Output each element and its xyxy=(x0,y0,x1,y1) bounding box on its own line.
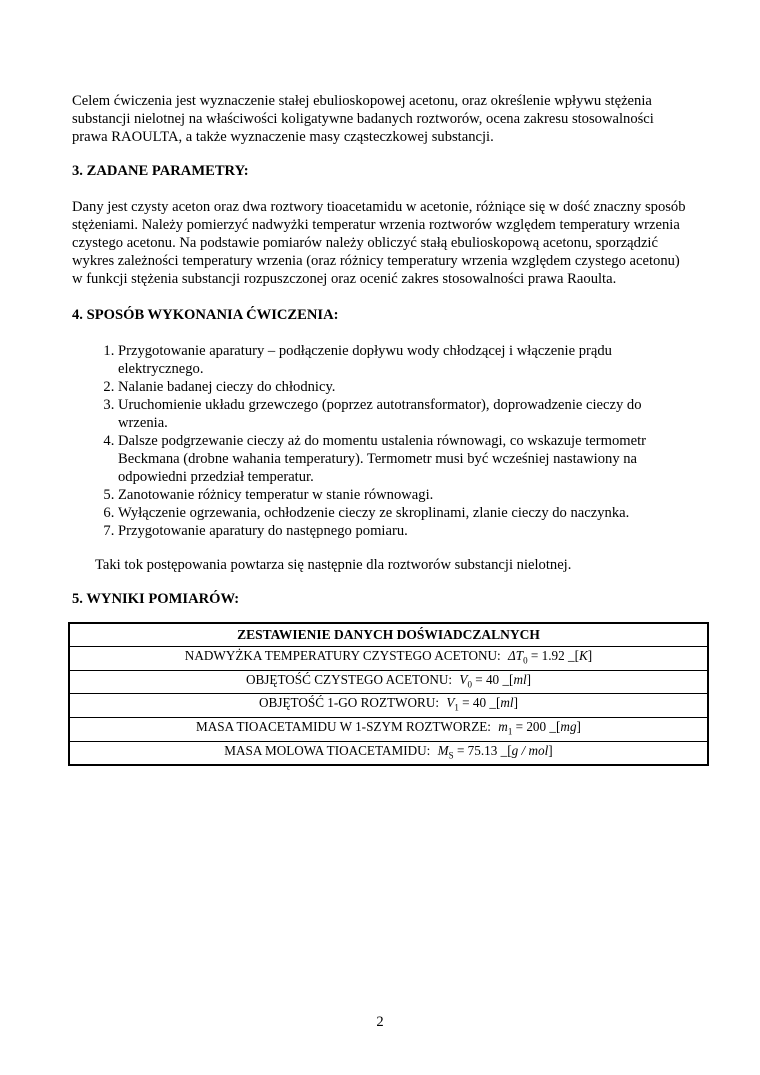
table-header: ZESTAWIENIE DANYCH DOŚWIADCZALNYCH xyxy=(69,623,708,647)
list-item: 3. Uruchomienie układu grzewczego (poprzez autotransformator), doprowadzenie cieczy do wrzenia. xyxy=(118,396,690,432)
procedure-list xyxy=(72,342,690,540)
table-row xyxy=(69,670,708,694)
table-cell: OBJĘTOŚĆ 1-GO ROZTWORU: $V_1 = 40$ _[ml] xyxy=(69,694,708,718)
table-cell: OBJĘTOŚĆ CZYSTEGO ACETONU: $V_0 = 40$ _[ml] xyxy=(69,670,708,694)
table-cell: MASA TIOACETAMIDU W 1-SZYM ROZTWORZE: $m_1 = 200$ _[mg] xyxy=(69,717,708,741)
experimental-data-table xyxy=(68,622,709,766)
list-item: 1. Przygotowanie aparatury – podłączenie dopływu wody chłodzącej i włączenie prądu elektrycznego. xyxy=(118,342,690,378)
list-item: 7. Przygotowanie aparatury do następnego pomiaru. xyxy=(118,522,690,540)
table-row xyxy=(69,741,708,765)
page-number: 2 xyxy=(376,1014,384,1030)
table-row xyxy=(69,694,708,718)
section-3-paragraph: Dany jest czysty aceton oraz dwa roztwory tioacetamidu w acetonie, różniące się w dość znaczny sposób stężeniami. Należy pomierzyć nadwyżki temperatur wrzenia roztworów względem temperatury wrzenia czystego acetonu. Na podstawie pomiarów należy obliczyć stałą ebulioskopową acetonu, sporządzić wykres zależności temperatury wrzenia (oraz różnicy temperatury wrzenia względem czystego acetonu) w funkcji stężenia substancji rozpuszczonej oraz ocenić zakres stosowalności prawa Raoulta. xyxy=(72,199,686,287)
section-3-title: 3. ZADANE PARAMETRY: xyxy=(72,163,249,179)
intro-paragraph: Celem ćwiczenia jest wyznaczenie stałej ebulioskopowej acetonu, oraz określenie wpływu stężenia substancji nielotnej na właściwości koligatywne badanych roztworów, ocena zakresu stosowalności prawa RAOULTA, a także wyznaczenie masy cząsteczkowej substancji. xyxy=(72,93,654,145)
section-5-title: 5. WYNIKI POMIARÓW: xyxy=(72,591,240,607)
table-row xyxy=(69,717,708,741)
table-cell: NADWYŻKA TEMPERATURY CZYSTEGO ACETONU: $\Delta T_0 = 1.92$ _[K] xyxy=(69,647,708,671)
list-item: 2. Nalanie badanej cieczy do chłodnicy. xyxy=(118,378,690,396)
list-item: 4. Dalsze podgrzewanie cieczy aż do momentu ustalenia równowagi, co wskazuje termometr Beckmana (drobne wahania temperatury). Termometr musi być wcześniej nastawiony na odpowiedni przedział temperatur. xyxy=(118,432,690,486)
table-row xyxy=(69,647,708,671)
section-4-title: 4. SPOSÓB WYKONANIA ĆWICZENIA: xyxy=(72,307,339,323)
list-item: 5. Zanotowanie różnicy temperatur w stanie równowagi. xyxy=(118,486,690,504)
list-item: 6. Wyłączenie ogrzewania, ochłodzenie cieczy ze skroplinami, zlanie cieczy do naczynka. xyxy=(118,504,690,522)
table-cell: MASA MOLOWA TIOACETAMIDU: $M_S = 75.13$ _[g / mol] xyxy=(69,741,708,765)
document-page xyxy=(72,92,690,766)
table-header-row xyxy=(69,623,708,647)
procedure-note: Taki tok postępowania powtarza się następnie dla roztworów substancji nielotnej. xyxy=(95,557,572,573)
